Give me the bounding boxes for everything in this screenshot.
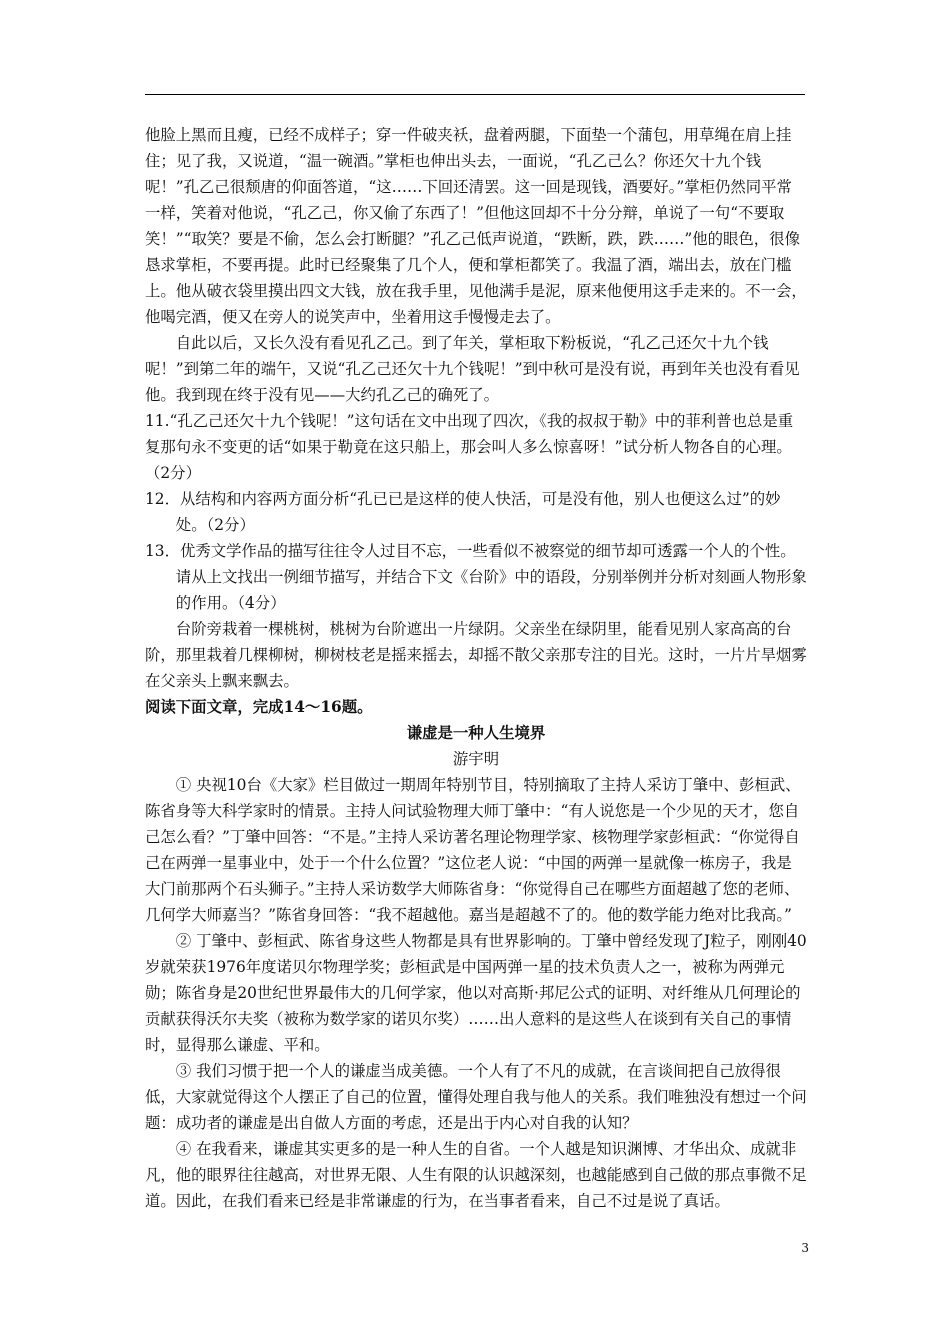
article-author: 游宇明: [452, 750, 500, 768]
article-title: 谦虚是一种人生境界: [406, 724, 546, 742]
article-paragraph: ① 央视10台《大家》栏目做过一期周年特别节目，特别摘取了主持人采访丁肇中、彭桓武、陈省身等大科学家时的情景。主持人问试验物理大师丁肇中：“有人说您是一个少见的天才，您自己怎么看？”丁肇中回答：“不是。”主持人采访著名理论物理学家、核物理学家彭桓武：“你觉得自己在两弹一星事业中，处于一个什么位置？”这位老人说：“中国的两弹一星就像一栋房子，我是大门前那两个石头狮子。”主持人采访数学大师陈省身：“你觉得自己在哪些方面超越了您的老师、几何学大师嘉当？”陈省身回答：“我不超越他。嘉当是超越不了的。他的数学能力绝对比我高。”: [145, 776, 801, 924]
document-body: [145, 122, 807, 1214]
article-paragraph: ④ 在我看来，谦虚其实更多的是一种人生的自省。一个人越是知识渊博、才华出众、成就非凡，他的眼界往往越高，对世界无限、人生有限的认识越深刻，也越能感到自己做的那点事微不足道。因此，在我们看来已经是非常谦虚的行为，在当事者看来，自己不过是说了真话。: [145, 1140, 807, 1210]
header-rule: [145, 94, 805, 95]
page-number: 3: [801, 1241, 809, 1255]
passage-paragraph: 自此以后，又长久没有看见孔乙己。到了年关，掌柜取下粉板说，“孔乙己还欠十九个钱呢！”到第二年的端午，又说“孔乙己还欠十九个钱呢！”到中秋可是没有说，再到年关也没有看见他。我到现在终于没有见——大约孔乙己的确死了。: [145, 334, 800, 404]
article-paragraph: ② 丁肇中、彭桓武、陈省身这些人物都是具有世界影响的。丁肇中曾经发现了J粒子，刚刚40岁就荣获1976年度诺贝尔物理学奖；彭桓武是中国两弹一星的技术负责人之一，被称为两弹元勋；陈省身是20世纪世界最伟大的几何学家，他以对高斯·邦尼公式的证明、对纤维从几何理论的贡献获得沃尔夫奖（被称为数学家的诺贝尔奖）……出人意料的是这些人在谈到有关自己的事情时，显得那么谦虚、平和。: [145, 932, 807, 1054]
article-paragraph: ③ 我们习惯于把一个人的谦虚当成美德。一个人有了不凡的成就，在言谈间把自己放得很低，大家就觉得这个人摆正了自己的位置，懂得处理自我与他人的关系。我们唯独没有想过一个问题：成功者的谦虚是出自做人方面的考虑，还是出于内心对自我的认知？: [145, 1062, 807, 1132]
passage-paragraph: 他脸上黑而且瘦，已经不成样子；穿一件破夹袄，盘着两腿，下面垫一个蒲包，用草绳在肩上挂住；见了我，又说道，“温一碗酒。”掌柜也伸出头去，一面说，“孔乙己么？你还欠十九个钱呢！”孔乙己很颓唐的仰面答道，“这……下回还清罢。这一回是现钱，酒要好。”掌柜仍然同平常一样，笑着对他说，“孔乙己，你又偷了东西了！”但他这回却不十分分辩，单说了一句“不要取笑！”“取笑？要是不偷，怎么会打断腿？”孔乙己低声说道，“跌断，跌，跌……”他的眼色，很像恳求掌柜，不要再提。此时已经聚集了几个人，便和掌柜都笑了。我温了酒，端出去，放在门槛上。他从破衣袋里摸出四文大钱，放在我手里，见他满手是泥，原来他便用这手走来的。不一会，他喝完酒，便又在旁人的说笑声中，坐着用这手慢慢走去了。: [145, 126, 807, 326]
reading-instruction: 阅读下面文章，完成14～16题。: [145, 698, 373, 716]
question-13: 13．优秀文学作品的描写往往令人过目不忘，一些看似不被察觉的细节却可透露一个人的个性。请从上文找出一例细节描写，并结合下文《台阶》中的语段，分别举例并分析对刻画人物形象的作用。（4分）: [145, 542, 807, 612]
question-11: 11.“孔乙己还欠十九个钱呢！”这句话在文中出现了四次，《我的叔叔于勒》中的菲利普也总是重复那句永不变更的话“如果于勒竟在这只船上，那会叫人多么惊喜呀！”试分析人物各自的心理。（2分）: [145, 412, 794, 482]
question-12: 12．从结构和内容两方面分析“孔已已是这样的使人快活，可是没有他，别人也便这么过”的妙处。（2分）: [145, 490, 781, 534]
question-13-excerpt: 台阶旁栽着一棵桃树，桃树为台阶遮出一片绿阴。父亲坐在绿阴里，能看见别人家高高的台阶，那里栽着几棵柳树，柳树枝老是摇来摇去，却摇不散父亲那专注的目光。这时，一片片旱烟雾在父亲头上飘来飘去。: [145, 620, 807, 690]
